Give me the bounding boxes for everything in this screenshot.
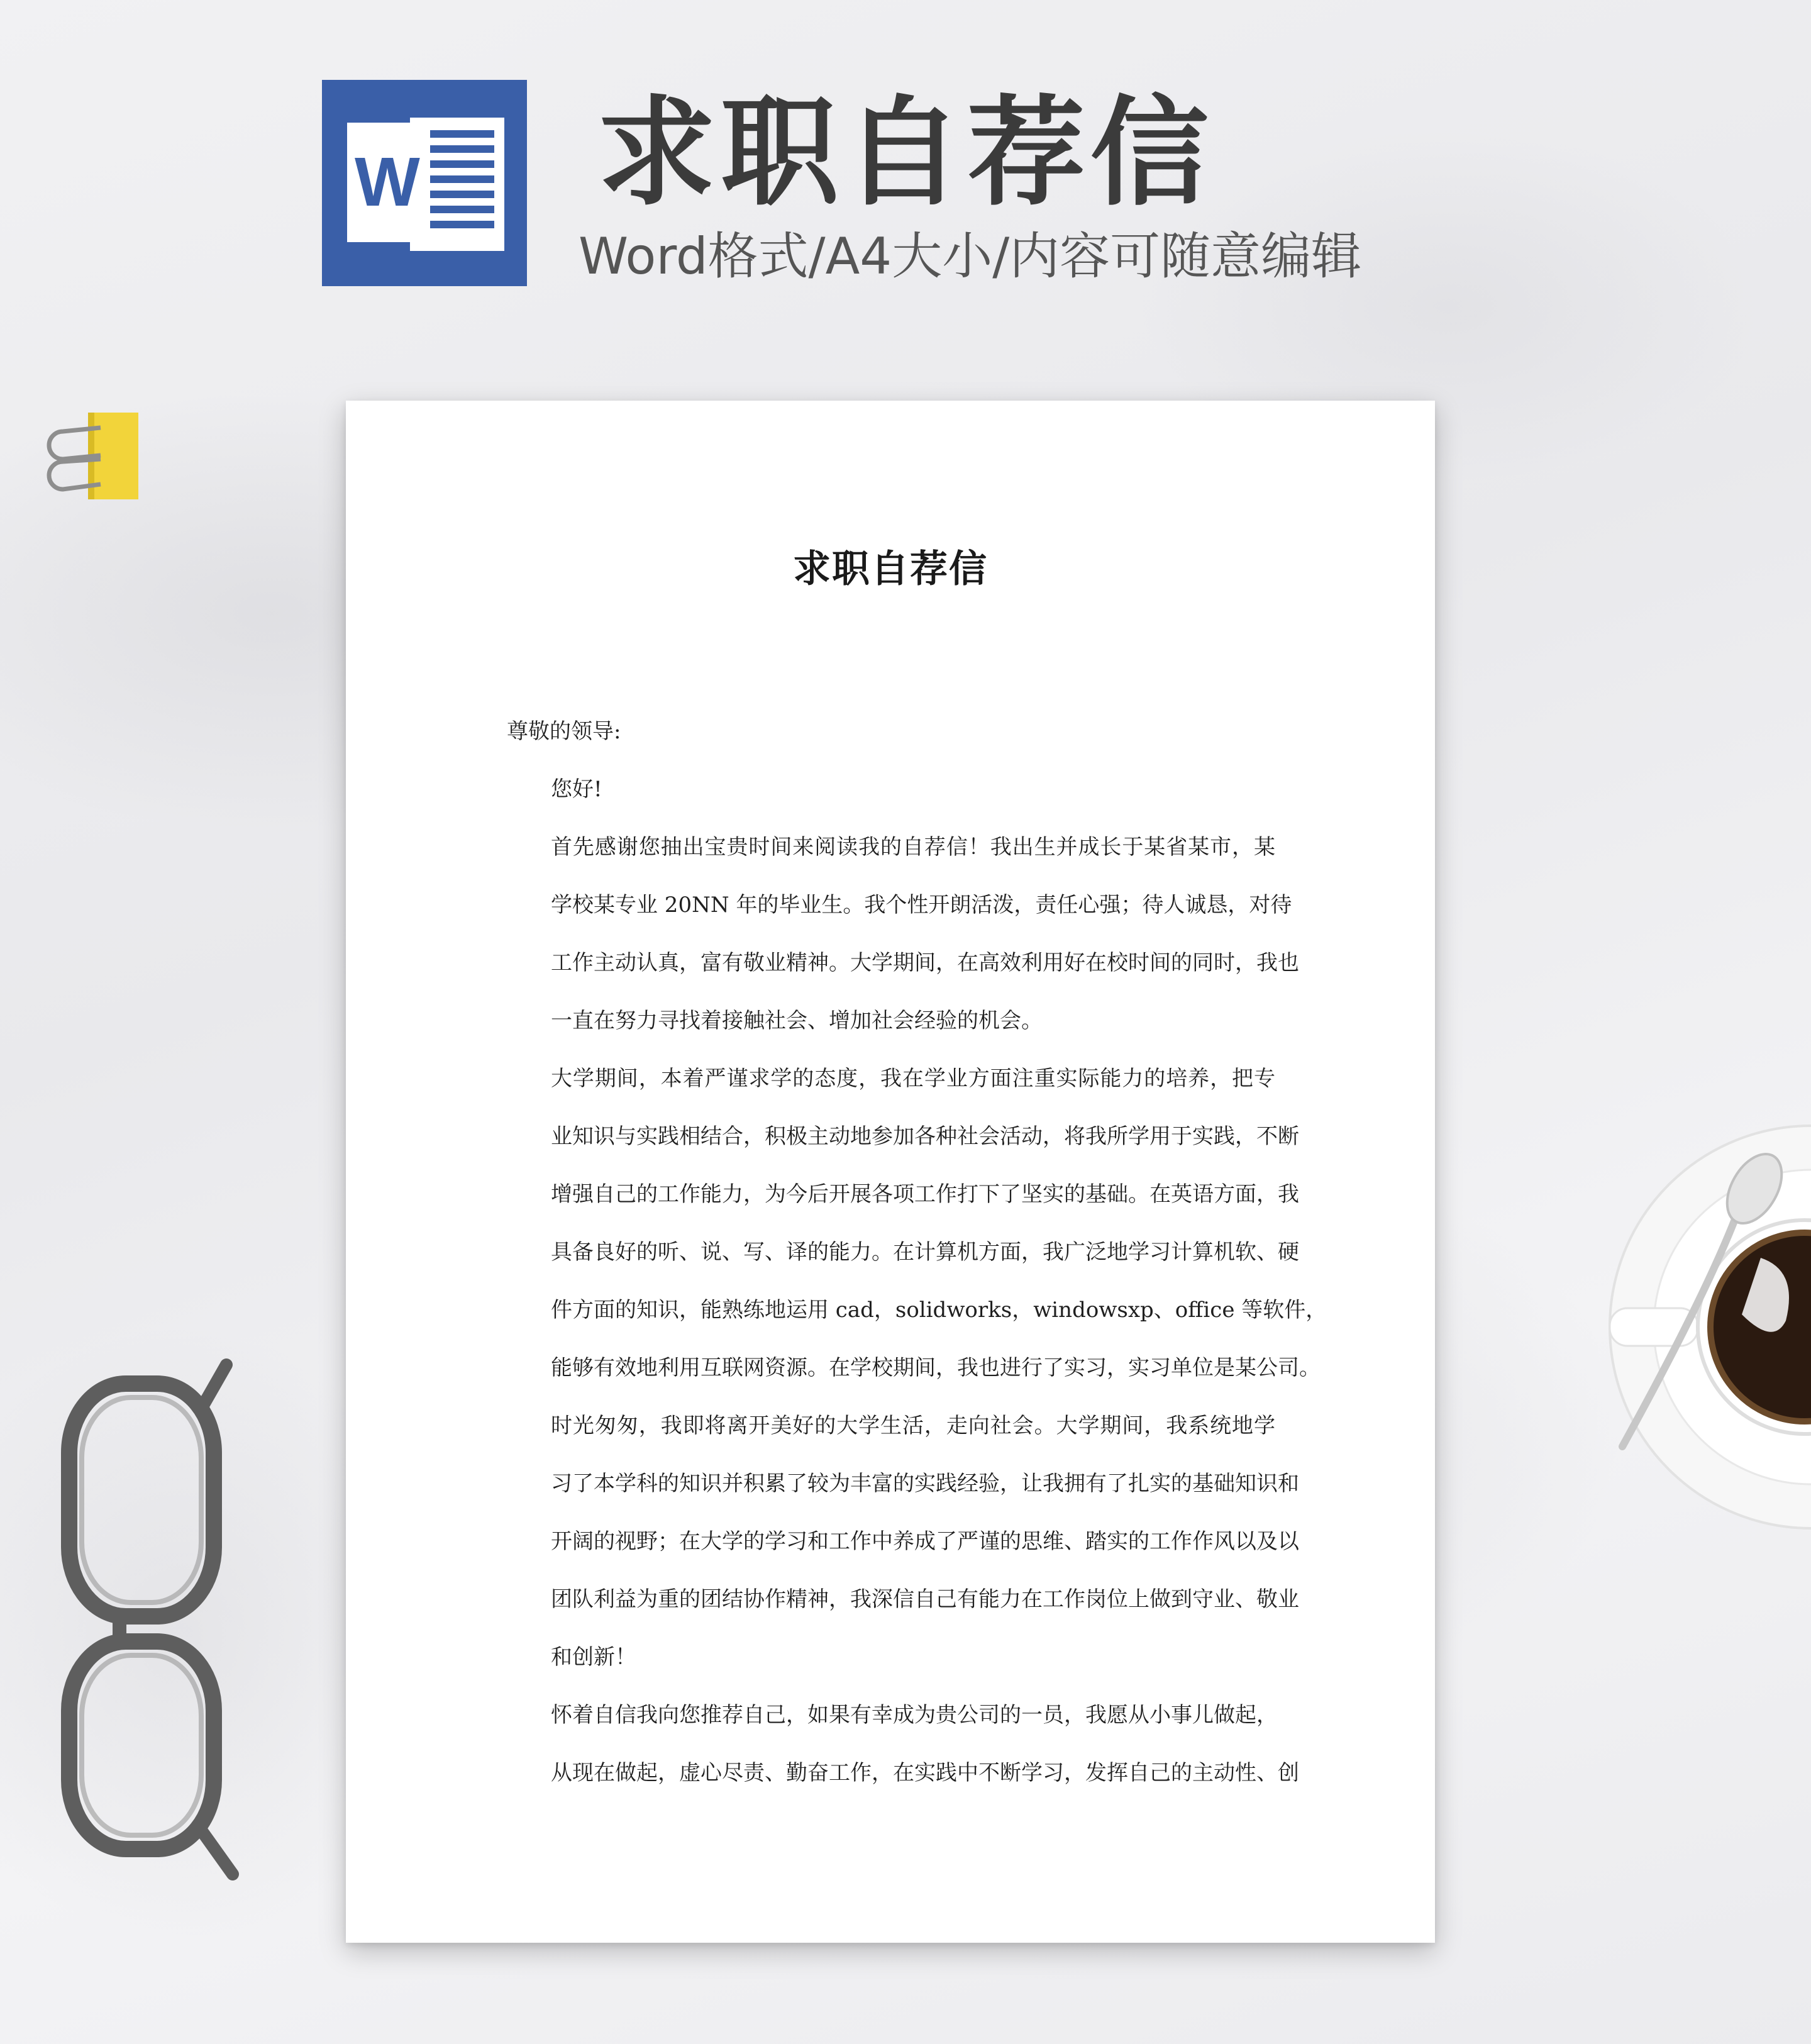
paragraph-1-line: 学校某专业 20NN 年的毕业生。我个性开朗活泼，责任心强；待人诚恳，对待	[551, 892, 1292, 918]
paragraph-2-line: 能够有效地利用互联网资源。在学校期间，我也进行了实习，实习单位是某公司。	[551, 1355, 1321, 1380]
paragraph-2-line: 件方面的知识，能熟练地运用 cad，solidworks，windowsxp、office 等软件，	[551, 1297, 1327, 1323]
paragraph-1-line: 一直在努力寻找着接触社会、增加社会经验的机会。	[551, 1008, 1043, 1033]
paragraph-3-line: 开阔的视野；在大学的学习和工作中养成了严谨的思维、踏实的工作作风以及以	[551, 1529, 1299, 1554]
paragraph-3-line: 习了本学科的知识并积累了较为丰富的实践经验，让我拥有了扎实的基础知识和	[551, 1471, 1299, 1496]
paragraph-2-line: 增强自己的工作能力，为今后开展各项工作打下了坚实的基础。在英语方面，我	[551, 1182, 1299, 1207]
paragraph-3-line: 团队利益为重的团结协作精神，我深信自己有能力在工作岗位上做到守业、敬业	[551, 1587, 1299, 1612]
word-letter: W	[355, 143, 420, 221]
paragraph-2-line: 大学期间，本着严谨求学的态度，我在学业方面注重实际能力的培养，把专	[551, 1066, 1275, 1091]
paragraph-3-line: 和创新！	[551, 1645, 636, 1670]
paragraph-3-line: 时光匆匆，我即将离开美好的大学生活，走向社会。大学期间，我系统地学	[551, 1413, 1275, 1438]
paragraph-1-line: 工作主动认真，富有敬业精神。大学期间，在高效利用好在校时间的同时，我也	[551, 950, 1299, 975]
document-title: 求职自荐信	[793, 547, 988, 591]
document-body	[507, 703, 1327, 1802]
coffee-cup-icon	[1597, 1107, 1811, 1547]
paragraph-4-line: 怀着自信我向您推荐自己，如果有幸成为贵公司的一员，我愿从小事儿做起，	[551, 1702, 1278, 1728]
document-page	[346, 401, 1435, 1943]
document-lines-graphic	[421, 130, 494, 236]
paragraph-2-line: 具备良好的听、说、写、译的能力。在计算机方面，我广泛地学习计算机软、硬	[551, 1240, 1299, 1265]
binder-clip-icon	[25, 409, 138, 503]
hero-title: 求职自荐信	[597, 84, 1214, 222]
paragraph-1	[507, 818, 1299, 1050]
salutation: 尊敬的领导:	[507, 719, 621, 744]
word-logo-icon	[322, 80, 527, 286]
paragraph-4	[507, 1686, 1299, 1802]
paragraph-2	[507, 1050, 1327, 1397]
greeting: 您好!	[551, 777, 602, 802]
paragraph-4-line: 从现在做起，虚心尽责、勤奋工作，在实践中不断学习，发挥自己的主动性、创	[551, 1760, 1299, 1786]
paragraph-3	[507, 1397, 1299, 1686]
paragraph-2-line: 业知识与实践相结合，积极主动地参加各种社会活动，将我所学用于实践，不断	[551, 1124, 1299, 1149]
hero-subtitle: Word格式/A4大小/内容可随意编辑	[579, 227, 1362, 286]
eyeglasses-icon	[44, 1352, 245, 1887]
paragraph-1-line: 首先感谢您抽出宝贵时间来阅读我的自荐信！我出生并成长于某省某市，某	[551, 835, 1275, 860]
